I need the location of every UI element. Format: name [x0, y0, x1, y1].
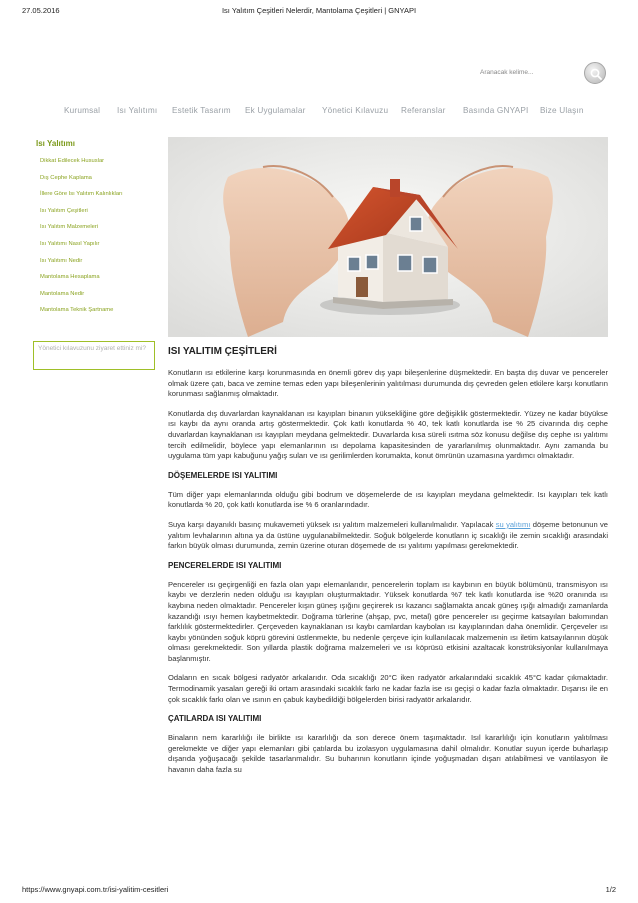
nav-item-referanslar[interactable]: Referanslar: [401, 106, 446, 115]
print-url: https://www.gnyapi.com.tr/isi-yalitim-cesitleri: [22, 885, 169, 894]
article-title: ISI YALITIM ÇEŞİTLERİ: [168, 346, 277, 357]
nav-item-kurumsal[interactable]: Kurumsal: [64, 106, 101, 115]
paragraph-text: Suya karşı dayanıklı basınç mukavemeti yüksek ısı yalıtım malzemeleri kullanılmalıdır. Yapılacak: [168, 519, 496, 529]
house-in-hands-image: [168, 137, 608, 337]
section-heading-windows: PENCERELERDE ISI YALITIMI: [168, 560, 282, 570]
sidebar-item-isi-yalitim-cesitleri[interactable]: Isı Yalıtım Çeşitleri: [40, 207, 88, 214]
print-date: 27.05.2016: [22, 6, 60, 15]
sidebar-title: Isı Yalıtımı: [36, 139, 75, 148]
sidebar-item-mantolama-teknik-sartname[interactable]: Mantolama Teknik Şartname: [40, 307, 114, 314]
nav-item-isi-yalitimi[interactable]: Isı Yalıtımı: [117, 106, 158, 115]
print-header: [0, 6, 638, 18]
article: [168, 346, 608, 785]
print-page-number: 1/2: [605, 885, 616, 894]
nav-item-estetik-tasarim[interactable]: Estetik Tasarım: [172, 106, 231, 115]
search-icon: [590, 68, 602, 80]
search-button[interactable]: [584, 62, 606, 84]
article-paragraph: Konutlarda dış duvarlardan kaynaklanan ısı kayıpları binanın yüksekliğine göre değişiklik göstermektedir. Yüzey ne kadar büyükse ısı kaybı da aynı oranda artış göstermektedir. Çok katlı konutlarda % 40, tek katlı konutlarda ise % 25 civarında dış cephe duvarlardan kaynaklanan ısı kayıpları meydana gelmektedir. Duvarlarda kısa süreli ısıtma söz konusu değilse dış cephe ısı yalıtımı tercih edilmelidir, böylece yapı elemanlarının ısı depolama kapasitesinden de yararlanılmış olunmaktadır. Aynı zamanda bu uygulama tüm yapı kabuğunu yağış suları ve ısı gerilimlerden korumakta, konut ömrünün uzamasına yardımcı olmaktadır.: [168, 408, 608, 461]
sidebar-item-mantolama-nedir[interactable]: Mantolama Nedir: [40, 290, 85, 297]
paragraph-text: döşeme betonunun ve yalıtım levhalarının altına ya da üstüne uygulanabilmektedir. Soğuk bölgelerde konutların iç sıcaklığı ile zemin sıcaklığı arasındaki farkın büyük olması durumunda, zemin üzerine oturan döşemede de ısı yalıtımı yapılması gerekmektedir.: [168, 519, 608, 551]
sidebar-item-mantolama-hesaplama[interactable]: Mantolama Hesaplama: [40, 274, 100, 281]
print-page-title: Isı Yalıtım Çeşitleri Nelerdir, Mantolama Çeşitleri | GNYAPI: [221, 6, 417, 15]
hero-image: [168, 137, 608, 337]
section-heading-roofs: ÇATILARDA ISI YALITIMI: [168, 714, 262, 724]
search-input[interactable]: Aranacak kelime...: [480, 69, 534, 76]
nav-item-bize-ulasin[interactable]: Bize Ulaşın: [540, 106, 584, 115]
article-paragraph: Binaların nem kararlılığı ile birlikte ısı kararlılığı da son derece önem taşımaktadır. Isıl kararlılığı için konutların yalıtılması gerekmekte ve diğer yapı elemanları gibi çatılarda bu izolasyon uygulamasına dahil olmalıdır. Konutlar suyun içerde buharlaşıp dışarıda yoğuşacağı şekilde tasarlanmalıdır. Su buharının konutların içinde yoğuşmadan dışarı atılabilmesi ve vantilasyon ile havanın daha fazla su: [168, 733, 608, 775]
sidebar-menu: [40, 158, 158, 324]
article-paragraph: Odaların en sıcak bölgesi radyatör arkalarıdır. Oda sıcaklığı 20°C iken radyatör arkalarındaki sıcaklık 45°C kadar çıkmaktadır. Termodinamik yasaları gereği iki ortam arasındaki sıcaklık farkı ne kadar fazla ise ısı geçişi o kadar fazla olmaktadır. Dışarısı ile en çok sıcaklık farkı olan ve ısının en çabuk kaybedildiği bölgelerden birisi radyatör arkalarıdır.: [168, 673, 608, 704]
waterproofing-link[interactable]: su yalıtımı: [495, 519, 531, 529]
sidebar-item-isi-yalitimi-nasil-yapilir[interactable]: Isı Yalıtımı Nasıl Yapılır: [40, 240, 100, 247]
section-heading-floors: DÖŞEMELERDE ISI YALITIMI: [168, 470, 278, 480]
main-nav: [0, 106, 638, 120]
sidebar-item-dikkat-edilecek-hususlar[interactable]: Dikkat Edilecek Hususlar: [40, 158, 105, 164]
sidebar-item-dis-cephe-kaplama[interactable]: Dış Cephe Kaplama: [40, 174, 92, 181]
nav-item-yonetici-kilavuzu[interactable]: Yönetici Kılavuzu: [322, 106, 389, 115]
sidebar-item-illere-gore-kalinliklar[interactable]: İllere Göre Isı Yalıtım Kalınlıkları: [40, 191, 123, 198]
sidebar-item-isi-yalitim-malzemeleri[interactable]: Isı Yalıtım Malzemeleri: [40, 224, 99, 231]
article-paragraph: Pencereler ısı geçirgenliği en fazla olan yapı elemanlarıdır, pencerelerin toplam ısı kaybının en büyük bölümünü, transmisyon ısı kaybı ve derzlerin neden olduğu ısı kayıpları oluşturmaktadır. Yüksek konutlarda %7 tek katlı konutlarda ise %20 oranında ısı kaybına neden olmaktadır. Pencereler kışın güneş ışığını geçirerek ısı kazancı sağlamakta ancak güneş ışığı almadığı zamanlarda kazandığı ısıyı hemen kaybetmektedir. Doğrama türlerine (ahşap, pvc, metal) göre pencereler ısı geçirme katsayıları bakımından farklılık göstermektedirler. Çerçeveden kaynaklanan ısı kaybı camlardan kaybolan ısı kayıplarından daha önemlidir. Çerçeveler ısı kaybı yönünden soğuk köprü görevini üstlenmekte, bu nedenle çerçeve için kullanılacak malzemenin ısı iletim katsayılarının düşük olması gerekmektedir. Son yıllarda plastik doğrama malzemeleri ve ısı köprüsü etkisini azaltacak konstrüksiyonlar kullanılmaya başlanmıştır.: [168, 579, 608, 663]
sidebar-item-isi-yalitimi-nedir[interactable]: Isı Yalıtımı Nedir: [40, 257, 83, 264]
article-paragraph: Tüm diğer yapı elemanlarında olduğu gibi bodrum ve döşemelerde de ısı kayıpları meydana gelmektedir. Isı kayıpları tek katlı konutlarda % 20, çok katlı konutlarda ise % 6 oranlarındadır.: [168, 489, 608, 510]
manual-visit-box[interactable]: Yönetici kılavuzunu ziyaret ettiniz mi?: [33, 341, 155, 370]
article-paragraph: [168, 520, 608, 552]
article-paragraph: Konutların ısı etkilerine karşı korunmasında en önemli görev dış yapı bileşenlerine düşmektedir. En başta dış duvar ve pencereler olmak üzere çatı, baca ve zemine temas eden yapı bileşenlerinin yalıtılması durumunda dış çevreden gelen etkilere karşı konutların korunması sağlanmış olmaktadır.: [168, 368, 608, 399]
nav-item-basinda-gnyapi[interactable]: Basında GNYAPI: [463, 106, 529, 115]
nav-item-ek-uygulamalar[interactable]: Ek Uygulamalar: [245, 106, 306, 115]
